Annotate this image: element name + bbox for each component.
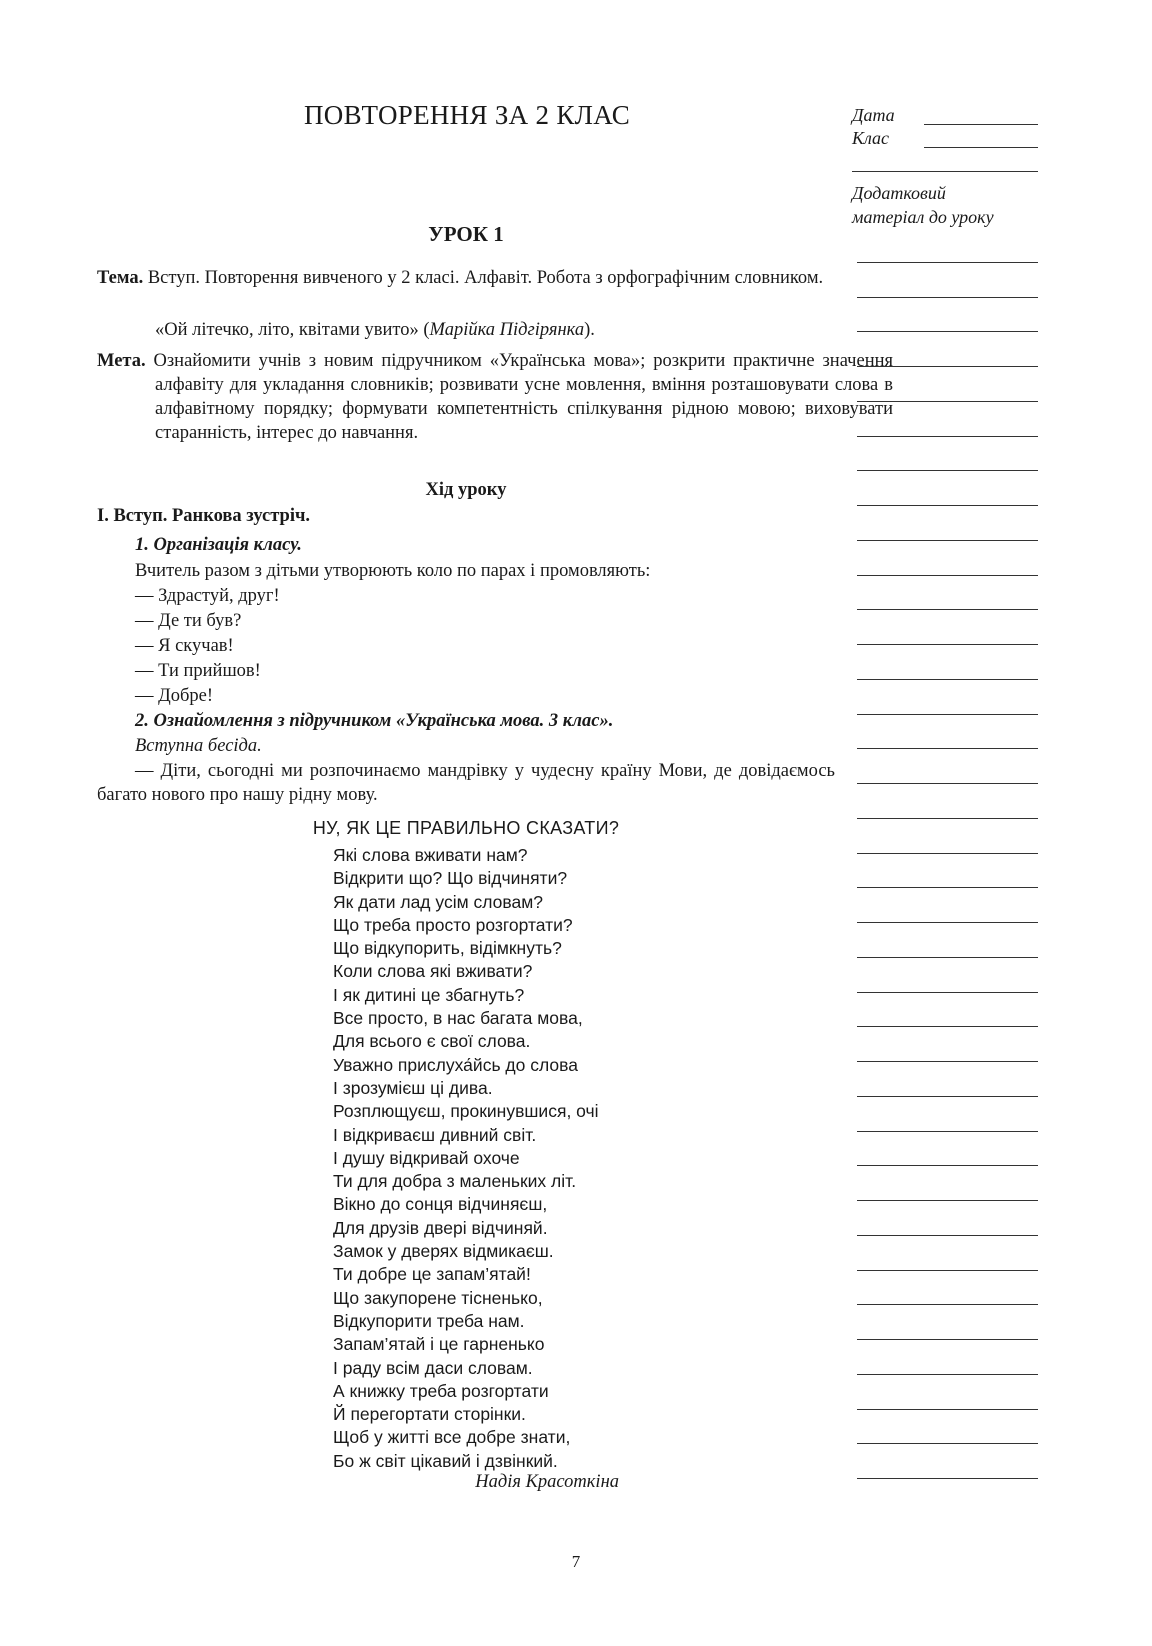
note-writing-line[interactable] (857, 575, 1038, 576)
poem-line: Відкупорити треба нам. (333, 1310, 525, 1331)
tema-line2: «Ой літечко, літо, квітами увито» (Марійка Підгірянка). (155, 320, 595, 340)
poem-line: Бо ж світ цікавий і дзвінкий. (333, 1450, 558, 1471)
sub-heading-1: 1. Організація класу. (135, 535, 302, 555)
dialog-line: — Я скучав! (135, 636, 234, 656)
poem-line: І зрозумієш ці дива. (333, 1077, 493, 1098)
note-writing-line[interactable] (857, 1339, 1038, 1340)
tema-author: Марійка Підгірянка (429, 320, 585, 340)
note-writing-line[interactable] (857, 1131, 1038, 1132)
poem-line: Які слова вживати нам? (333, 845, 528, 865)
tema-text: Вступ. Повторення вивченого у 2 класі. Алфавіт. Робота з орфографічним словником. (147, 268, 824, 288)
poem-line: Ти для добра з маленьких літ. (333, 1171, 577, 1192)
note-writing-line[interactable] (857, 1304, 1038, 1305)
poem-author: Надія Красоткіна (475, 1472, 619, 1492)
poem-line: Ти добре це запам’ятай! (333, 1264, 531, 1285)
note-writing-line[interactable] (857, 331, 1038, 332)
poem-line: Замок у дверях відмикаєш. (333, 1241, 554, 1262)
poem-line: Для друзів двері відчиняй. (333, 1217, 548, 1238)
note-writing-line[interactable] (857, 401, 1038, 402)
poem-line: Коли слова які вживати? (333, 961, 533, 982)
note-writing-line[interactable] (857, 1478, 1038, 1479)
note-writing-line[interactable] (857, 262, 1038, 263)
note-writing-line[interactable] (857, 505, 1038, 506)
poem-title: НУ, ЯК ЦЕ ПРАВИЛЬНО СКАЗАТИ? (312, 818, 620, 838)
note-writing-line[interactable] (857, 1443, 1038, 1444)
meta-paragraph (97, 349, 893, 445)
note-writing-line[interactable] (857, 1270, 1038, 1271)
poem-line: Щоб у житті все добре знати, (333, 1427, 571, 1448)
meta-label: Мета. (97, 351, 146, 371)
note-writing-line[interactable] (857, 1096, 1038, 1097)
note-writing-line[interactable] (857, 1165, 1038, 1166)
course-heading: Хід уроку (425, 480, 507, 500)
poem-line: І відкриваєш дивний світ. (333, 1124, 537, 1145)
poem-line: Все просто, в нас багата мова, (333, 1008, 583, 1029)
note-writing-line[interactable] (857, 1409, 1038, 1410)
poem-line: Що треба просто розгортати? (333, 914, 573, 935)
lesson-heading: УРОК 1 (428, 222, 504, 246)
poem-line: І раду всім даси словам. (333, 1357, 533, 1378)
notes-heading: Додатковий матеріал до уроку (852, 183, 994, 227)
poem-line: І як дитині це збагнуть? (333, 984, 525, 1005)
poem-line: А книжку треба розгортати (333, 1380, 549, 1401)
tema-label: Тема. (97, 268, 144, 288)
class-field-line[interactable] (924, 147, 1038, 148)
note-writing-line[interactable] (857, 748, 1038, 749)
poem-line: Уважно прислуха́йсь до слова (333, 1054, 578, 1075)
note-writing-line[interactable] (857, 957, 1038, 958)
note-writing-line[interactable] (857, 609, 1038, 610)
tema-paragraph (97, 266, 893, 290)
poem-line: Відкрити що? Що відчиняти? (333, 868, 568, 889)
section-1-heading: I. Вступ. Ранкова зустріч. (97, 506, 311, 526)
poem-line: Що закупорене тісненько, (333, 1287, 543, 1308)
note-writing-line[interactable] (857, 436, 1038, 437)
note-writing-line[interactable] (857, 1200, 1038, 1201)
date-label: Дата (852, 105, 895, 125)
sub-heading-2-note: Вступна бесіда. (135, 736, 262, 756)
intro-text: Вчитель разом з дітьми утворюють коло по парах і промовляють: (135, 561, 651, 581)
poem-line: Як дати лад усім словам? (333, 891, 543, 912)
note-writing-line[interactable] (857, 714, 1038, 715)
note-writing-line[interactable] (857, 679, 1038, 680)
dialog-line: — Ти прийшов! (135, 661, 261, 681)
dialog-line: — Здрастуй, друг! (135, 586, 280, 606)
note-writing-line[interactable] (857, 540, 1038, 541)
margin-separator-line (852, 171, 1038, 172)
sub-heading-2: 2. Ознайомлення з підручником «Українська мова. 3 клас». (135, 711, 614, 731)
poem-body (333, 844, 599, 1473)
note-writing-line[interactable] (857, 1235, 1038, 1236)
date-field-line[interactable] (924, 124, 1038, 125)
note-writing-line[interactable] (857, 922, 1038, 923)
note-writing-line[interactable] (857, 1061, 1038, 1062)
note-writing-line[interactable] (857, 644, 1038, 645)
poem-line: Для всього є свої слова. (333, 1031, 531, 1052)
page-title: ПОВТОРЕННЯ ЗА 2 КЛАС (303, 100, 631, 130)
page-number: 7 (571, 1552, 581, 1571)
note-writing-line[interactable] (857, 853, 1038, 854)
poem-line: Запам’ятай і це гарненько (333, 1334, 545, 1355)
dialog-line: — Де ти був? (135, 611, 242, 631)
meta-text: Ознайомити учнів з новим підручником «Українська мова»; розкрити практичне значення алфавіту для укладання словників; розвивати усне мовлення, вміння розташовувати слова в алфавітному порядку; формувати компетентність спілкування рідною мовою; виховувати старанність, інтерес до навчання. (153, 351, 893, 443)
poem-line: І душу відкривай охоче (333, 1147, 520, 1168)
note-writing-line[interactable] (857, 783, 1038, 784)
class-label: Клас (852, 128, 890, 148)
note-writing-line[interactable] (857, 470, 1038, 471)
poem-line: Розплющуєш, прокинувшися, очі (333, 1101, 599, 1122)
dialog-line: — Добре! (135, 686, 214, 706)
note-writing-line[interactable] (857, 366, 1038, 367)
note-writing-line[interactable] (857, 818, 1038, 819)
note-writing-line[interactable] (857, 297, 1038, 298)
note-writing-line[interactable] (857, 1374, 1038, 1375)
poem-line: Й перегортати сторінки. (333, 1404, 526, 1425)
note-writing-line[interactable] (857, 1026, 1038, 1027)
note-writing-line[interactable] (857, 992, 1038, 993)
teacher-speech: — Діти, сьогодні ми розпочинаємо мандрівку у чудесну країну Мови, де довідаємось багато нового про нашу рідну мову. (97, 761, 835, 805)
poem-line: Що відкупорить, відімкнуть? (333, 938, 562, 959)
note-writing-line[interactable] (857, 887, 1038, 888)
poem-line: Вікно до сонця відчиняєш, (333, 1194, 548, 1215)
